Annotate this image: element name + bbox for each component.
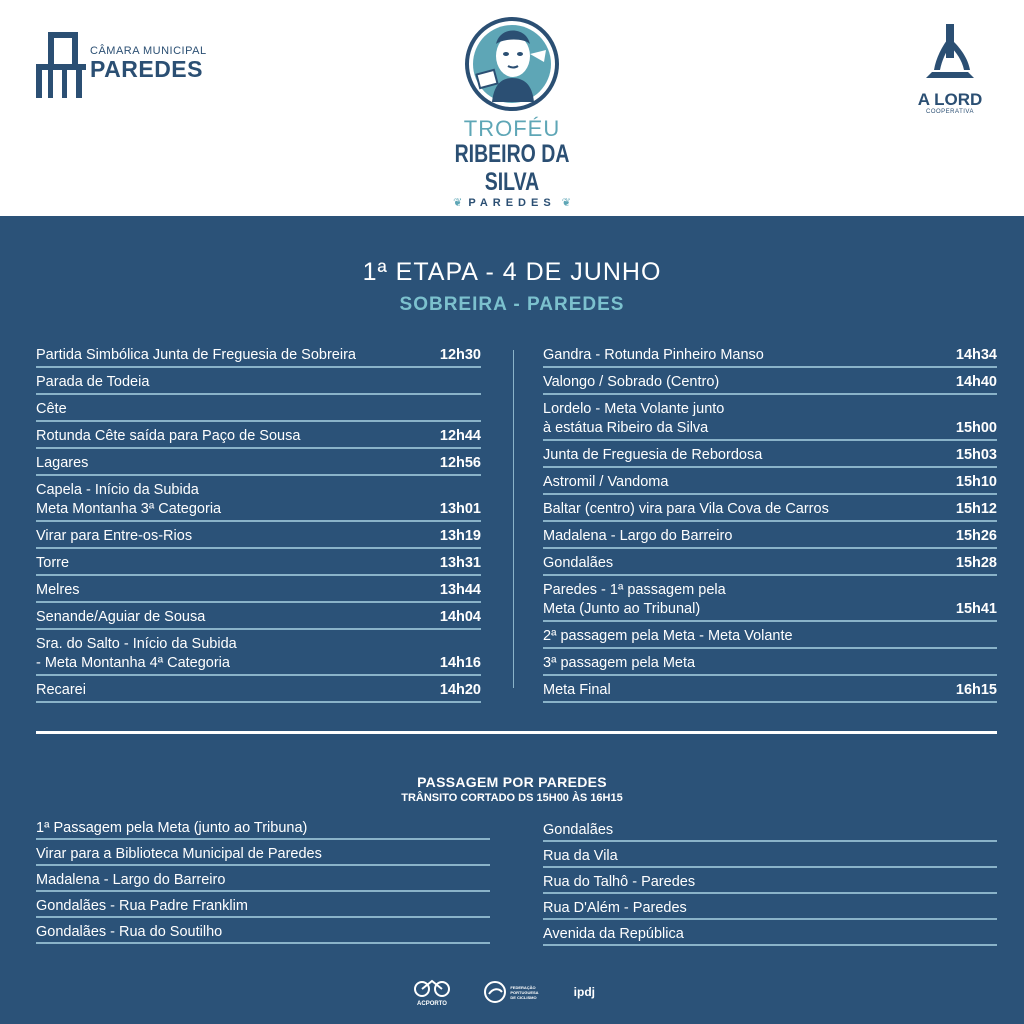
schedule-row — [36, 452, 481, 476]
schedule-time: 13h01 — [439, 501, 481, 517]
schedule-time: 15h03 — [955, 447, 997, 463]
sponsor-logos — [410, 972, 595, 1012]
schedule-row — [543, 679, 997, 703]
schedule-row — [36, 579, 481, 603]
schedule-time: 12h44 — [439, 428, 481, 444]
schedule-row — [36, 525, 481, 549]
schedule-time: 12h56 — [439, 455, 481, 471]
schedule-place: 2ª passagem pela Meta - Meta Volante — [543, 628, 793, 644]
schedule-right-column — [543, 344, 997, 706]
municipality-logo — [36, 30, 207, 100]
schedule-place: Paredes - 1ª passagem pela Meta (Junto ao Tribunal) — [543, 582, 726, 617]
schedule-time: 14h34 — [955, 347, 997, 363]
schedule-row — [36, 398, 481, 422]
schedule-row — [36, 344, 481, 368]
schedule-place: Senande/Aguiar de Sousa — [36, 609, 206, 625]
schedule-place: Junta de Freguesia de Rebordosa — [543, 447, 763, 463]
partner-subtitle: COOPERATIVA — [926, 109, 974, 115]
schedule-row — [543, 371, 997, 395]
schedule-time: 12h30 — [439, 347, 481, 363]
passage-item: Gondalães - Rua do Soutilho — [36, 922, 490, 944]
stage-title: 1ª ETAPA - 4 DE JUNHO — [362, 258, 662, 286]
schedule-row — [36, 633, 481, 676]
chair-icon — [36, 30, 86, 100]
schedule-place: Melres — [36, 582, 80, 598]
schedule-left-column — [36, 344, 481, 706]
municipality-name: PAREDES — [90, 56, 203, 82]
schedule-row — [543, 625, 997, 649]
trophy-title-line3: PAREDES — [468, 196, 556, 209]
schedule-place: Cête — [36, 401, 67, 417]
schedule-place: Sra. do Salto - Início da Subida - Meta Montanha 4ª Categoria — [36, 636, 237, 671]
schedule-place: Capela - Início da Subida Meta Montanha 3ª Categoria — [36, 482, 222, 517]
schedule-place: Torre — [36, 555, 70, 571]
schedule-place: Meta Final — [543, 682, 611, 698]
trophy-title-line1: TROFÉU — [463, 116, 561, 141]
acporto-icon — [410, 977, 454, 999]
passage-item: Gondalães — [543, 820, 997, 842]
laurel-right-icon: ❦ — [561, 197, 571, 209]
stage-route: SOBREIRA - PAREDES — [399, 294, 625, 315]
schedule-row — [543, 498, 997, 522]
schedule-place: Gandra - Rotunda Pinheiro Manso — [543, 347, 764, 363]
passage-left-column — [36, 818, 490, 948]
sponsor-ipdj-label: ipdj — [573, 985, 595, 999]
section-divider — [36, 731, 997, 734]
passage-item: Rua D'Além - Paredes — [543, 898, 997, 920]
laurel-left-icon: ❦ — [453, 197, 463, 209]
schedule-row — [36, 479, 481, 522]
schedule-time: 14h04 — [439, 609, 481, 625]
schedule-place: Valongo / Sobrado (Centro) — [543, 374, 720, 390]
schedule-place: Baltar (centro) vira para Vila Cova de Carros — [543, 501, 829, 517]
sponsor-acporto-label: ACPORTO — [417, 1001, 447, 1007]
schedule-place: Lagares — [36, 455, 89, 471]
schedule-row — [36, 679, 481, 703]
schedule-time: 15h41 — [955, 601, 997, 617]
passage-item: Virar para a Biblioteca Municipal de Paredes — [36, 844, 490, 866]
schedule-place: Rotunda Cête saída para Paço de Sousa — [36, 428, 301, 444]
cyclist-icon — [483, 980, 507, 1004]
schedule-row — [543, 471, 997, 495]
municipality-label: CÂMARA MUNICIPAL — [90, 45, 207, 57]
passage-subtitle: TRÂNSITO CORTADO DS 15H00 ÀS 16H15 — [401, 792, 623, 804]
schedule-time: 13h31 — [439, 555, 481, 571]
schedule-row — [543, 398, 997, 441]
passage-item: Avenida da República — [543, 924, 997, 946]
passage-item: Madalena - Largo do Barreiro — [36, 870, 490, 892]
schedule-row — [36, 606, 481, 630]
passage-right-column — [543, 820, 997, 950]
schedule-place: Parada de Todeia — [36, 374, 150, 390]
schedule-time: 14h40 — [955, 374, 997, 390]
portrait-emblem-icon — [464, 14, 560, 114]
schedule-place: Gondalães — [543, 555, 614, 571]
passage-item: Rua da Vila — [543, 846, 997, 868]
schedule-row — [36, 552, 481, 576]
schedule-time: 15h28 — [955, 555, 997, 571]
schedule-time: 15h10 — [955, 474, 997, 490]
trophy-title-line2: RIBEIRO DA SILVA — [454, 140, 570, 196]
trophy-logo — [420, 14, 604, 209]
schedule-place: Madalena - Largo do Barreiro — [543, 528, 733, 544]
schedule-place: 3ª passagem pela Meta — [543, 655, 696, 671]
schedule-row — [36, 371, 481, 395]
schedule-time: 14h16 — [439, 655, 481, 671]
schedule-time: 15h26 — [955, 528, 997, 544]
sponsor-acporto — [410, 977, 454, 1007]
schedule-row — [543, 579, 997, 622]
schedule-row — [543, 552, 997, 576]
schedule-place: Recarei — [36, 682, 86, 698]
passage-item: Rua do Talhô - Paredes — [543, 872, 997, 894]
passage-item: 1ª Passagem pela Meta (junto ao Tribuna) — [36, 818, 490, 840]
sponsor-fpc — [483, 980, 544, 1004]
passage-item: Gondalães - Rua Padre Franklim — [36, 896, 490, 918]
partner-name: A LORD — [917, 90, 983, 109]
schedule-time: 15h12 — [955, 501, 997, 517]
schedule-place: Partida Simbólica Junta de Freguesia de Sobreira — [36, 347, 356, 363]
header-band — [0, 0, 1024, 216]
schedule-time: 13h19 — [439, 528, 481, 544]
schedule-time: 14h20 — [439, 682, 481, 698]
schedule-time: 13h44 — [439, 582, 481, 598]
schedule-time: 15h00 — [955, 420, 997, 436]
schedule-row — [543, 344, 997, 368]
passage-title: PASSAGEM POR PAREDES — [417, 774, 607, 790]
schedule-place: Lordelo - Meta Volante junto à estátua Ribeiro da Silva — [543, 401, 725, 436]
schedule-time: 16h15 — [955, 682, 997, 698]
partner-logo — [912, 22, 988, 115]
schedule-row — [36, 425, 481, 449]
schedule-row — [543, 444, 997, 468]
sponsor-fpc-label: FEDERAÇÃO PORTUGUESA DE CICLISMO — [510, 984, 539, 1000]
schedule-place: Virar para Entre-os-Rios — [36, 528, 193, 544]
schedule-place: Astromil / Vandoma — [543, 474, 669, 490]
alord-mark-icon — [922, 22, 978, 84]
schedule-row — [543, 525, 997, 549]
schedule-row — [543, 652, 997, 676]
column-divider — [513, 350, 514, 688]
sponsor-ipdj — [574, 985, 595, 999]
